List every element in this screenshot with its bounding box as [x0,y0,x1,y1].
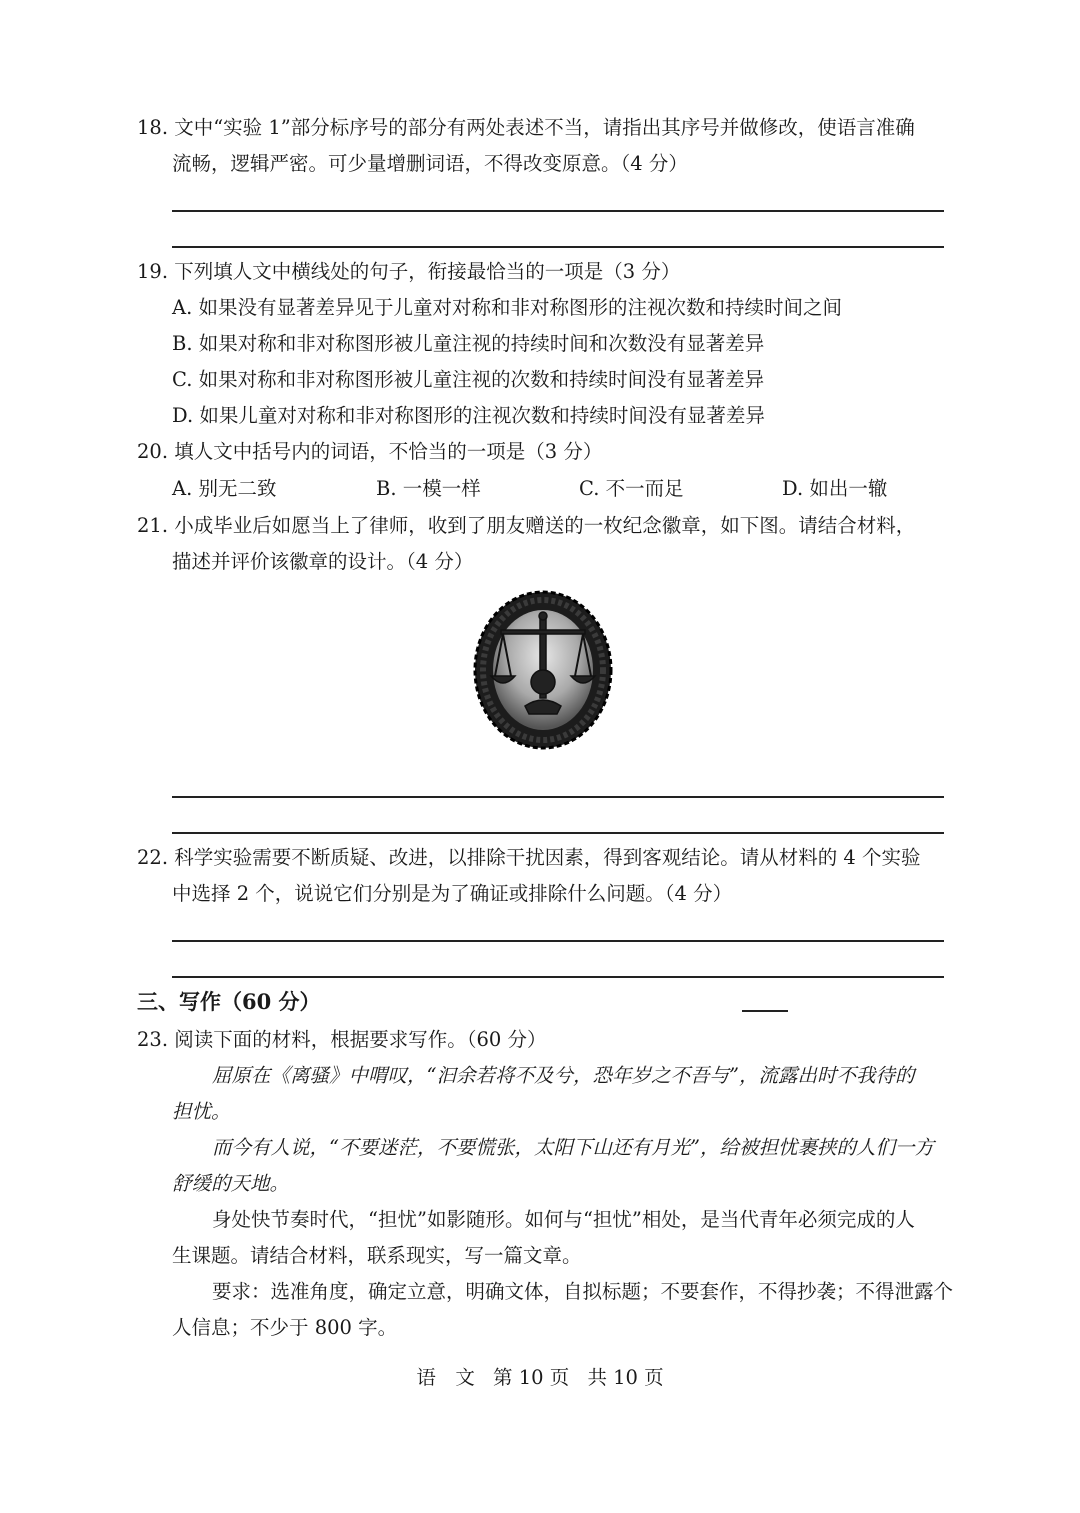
q21-answer-line-1 [172,796,944,798]
q18-answer-line-2 [172,246,944,248]
q22-line-1: 22. 科学实验需要不断质疑、改进，以排除干扰因素，得到客观结论。请从材料的 4 个实验 [137,846,921,869]
q23-p1-line-1: 屈原在《离骚》中喟叹，“汩余若将不及兮，恐年岁之不吾与”，流露出时不我待的 [212,1064,915,1087]
q19-stem: 19. 下列填人文中横线处的句子，衔接最恰当的一项是（3 分） [137,260,681,283]
q21-line-1: 21. 小成毕业后如愿当上了律师，收到了朋友赠送的一枚纪念徽章，如下图。请结合材料， [137,514,916,537]
footer-total: 共 10 页 [587,1366,664,1389]
page-footer [0,1366,1080,1390]
q23-p4-line-2: 人信息；不少于 800 字。 [172,1316,398,1339]
q19-option-c: C. 如果对称和非对称图形被儿童注视的次数和持续时间没有显著差异 [172,368,765,391]
q23-p4-line-1: 要求：选准角度，确定立意，明确文体，自拟标题；不要套作，不得抄袭；不得泄露个 [212,1280,954,1303]
q23-p2-line-1: 而今有人说，“不要迷茫，不要慌张，太阳下山还有月光”，给被担忧裹挟的人们一方 [212,1136,934,1159]
q19-option-a: A. 如果没有显著差异见于儿童对对称和非对称图形的注视次数和持续时间之间 [172,296,842,319]
q22-answer-line-1 [172,940,944,942]
q22-line-2: 中选择 2 个，说说它们分别是为了确证或排除什么问题。（4 分） [172,882,733,905]
q23-p2-line-2: 舒缓的天地。 [172,1172,290,1195]
scales-of-justice-badge [473,590,613,750]
q23-stem: 23. 阅读下面的材料，根据要求写作。（60 分） [137,1028,547,1051]
q20-option-c: C. 不一而足 [579,477,684,500]
section-short-rule [742,1010,788,1012]
q22-answer-line-2 [172,976,944,978]
q20-option-a: A. 别无二致 [172,477,277,500]
q18-line-2: 流畅，逻辑严密。可少量增删词语，不得改变原意。（4 分） [172,152,688,175]
q23-p3-line-2: 生课题。请结合材料，联系现实，写一篇文章。 [172,1244,582,1267]
footer-subject: 语 文 [416,1366,475,1389]
q21-answer-line-2 [172,832,944,834]
q23-p1-line-2: 担忧。 [172,1100,231,1123]
q20-option-d: D. 如出一辙 [782,477,888,500]
q20-stem: 20. 填人文中括号内的词语，不恰当的一项是（3 分） [137,440,603,463]
footer-page: 第 10 页 [493,1366,570,1389]
q18-answer-line-1 [172,210,944,212]
q20-option-b: B. 一模一样 [376,477,481,500]
q23-p3-line-1: 身处快节奏时代，“担忧”如影随形。如何与“担忧”相处，是当代青年必须完成的人 [212,1208,915,1231]
q21-line-2: 描述并评价该徽章的设计。（4 分） [172,550,474,573]
q19-option-d: D. 如果儿童对对称和非对称图形的注视次数和持续时间没有显著差异 [172,404,765,427]
q18-line-1: 18. 文中“实验 1”部分标序号的部分有两处表述不当，请指出其序号并做修改，使语言准确 [137,116,915,139]
q19-option-b: B. 如果对称和非对称图形被儿童注视的持续时间和次数没有显著差异 [172,332,765,355]
section-writing-title: 三、写作（60 分） [137,989,321,1014]
